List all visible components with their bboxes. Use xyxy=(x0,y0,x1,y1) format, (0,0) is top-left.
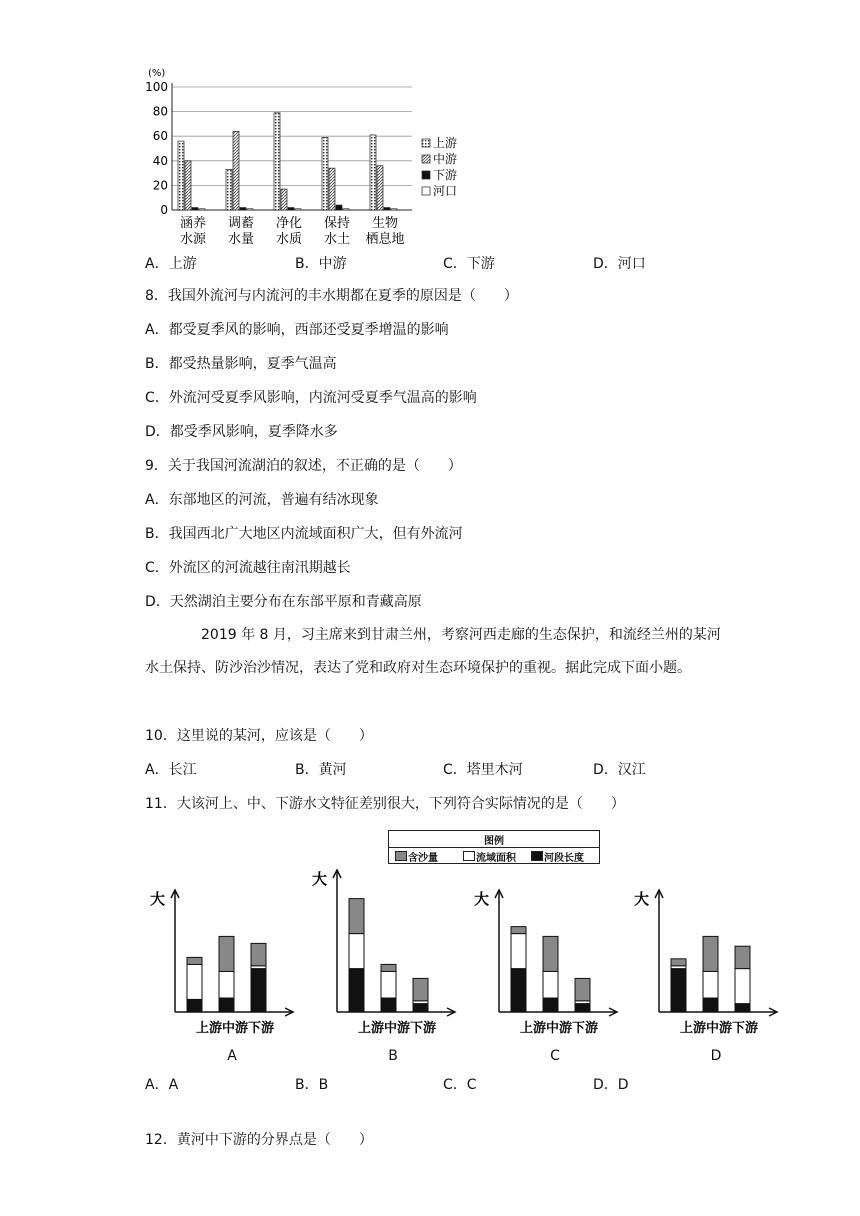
q11-chart-d xyxy=(634,880,784,1040)
legend-label-basin-area: 流域面积 xyxy=(476,853,516,864)
q11-chart-x-label: 上游中游下游 xyxy=(679,1021,759,1036)
q11-bar-length xyxy=(703,998,718,1012)
q11-bar-sediment xyxy=(575,978,590,1000)
q11-chart-y-label: 大 xyxy=(312,870,328,888)
top-chart-ytick-label: 20 xyxy=(152,178,168,193)
top-chart-category-label: 调蓄 xyxy=(227,216,255,231)
q11-bar-sediment xyxy=(187,957,202,964)
q11-bar-sediment xyxy=(671,959,686,966)
top-chart-bar-midstream xyxy=(329,168,335,210)
q9-option-b: B．我国西北广大地区内流域面积广大，但有外流河 xyxy=(145,526,463,542)
q8-option-a: A．都受夏季风的影响，西部还受夏季增温的影响 xyxy=(145,322,449,338)
q11-panel-label-a: A xyxy=(227,1048,237,1064)
top-chart-bar-midstream xyxy=(281,189,287,210)
top-chart-legend-label-midstream: 中游 xyxy=(433,152,458,166)
q11-panel-label-d: D xyxy=(710,1048,722,1064)
q11-bar-basin-area xyxy=(381,971,396,998)
top-chart-category-label: 栖息地 xyxy=(365,232,405,247)
top-chart-ytick-label: 40 xyxy=(152,153,168,168)
q11-bar-basin-area xyxy=(511,934,526,969)
q8-option-c: C．外流河受夏季风影响，内流河受夏季气温高的影响 xyxy=(145,390,477,406)
q11-bar-basin-area xyxy=(703,971,718,998)
q11-legend xyxy=(388,830,600,864)
top-chart-bar-estuary xyxy=(295,209,301,210)
q10-option-d: D．汉江 xyxy=(593,762,646,778)
q11-bar-length xyxy=(671,969,686,1012)
top-chart-ytick-label: 60 xyxy=(152,129,168,144)
q11-bar-length xyxy=(381,998,396,1012)
q11-chart-y-label: 大 xyxy=(474,890,490,908)
top-chart-category-label: 水质 xyxy=(275,232,303,247)
q11-chart-x-label: 上游中游下游 xyxy=(357,1021,437,1036)
reading-passage-text: 2019 年 8 月，习主席来到甘肃兰州，考察河西走廊的生态保护，和流经兰州的某河水土保持、防沙治沙情况，表达了党和政府对生态环境保护的重视。据此完成下面小题。 xyxy=(145,627,721,676)
top-chart-bar-downstream xyxy=(384,208,390,210)
q9-option-a: A．东部地区的河流，普遍有结冰现象 xyxy=(145,492,379,508)
q7-option-a: A．上游 xyxy=(145,256,197,272)
q11-bar-length xyxy=(219,998,234,1012)
top-chart-legend-swatch-downstream xyxy=(422,171,430,179)
q11-chart-a xyxy=(150,880,300,1040)
q11-bar-sediment xyxy=(413,978,428,1000)
q11-bar-length xyxy=(349,969,364,1012)
q9-option-d: D．天然湖泊主要分布在东部平原和青藏高原 xyxy=(145,594,422,610)
top-chart-category-label: 水量 xyxy=(227,232,255,247)
q11-bar-basin-area xyxy=(219,971,234,998)
q11-option-d: D．D xyxy=(593,1077,629,1093)
top-chart-bar-upstream xyxy=(370,135,376,210)
q11-legend-title: 图例 xyxy=(484,836,504,847)
q12-stem: 12．黄河中下游的分界点是（ ） xyxy=(145,1132,373,1148)
top-chart-category-label: 水源 xyxy=(179,232,207,247)
legend-swatch-length xyxy=(531,851,543,861)
q11-option-a: A．A xyxy=(145,1077,179,1093)
q11-option-b: B．B xyxy=(295,1077,329,1093)
top-chart-legend-label-upstream: 上游 xyxy=(433,136,458,150)
q11-legend-divider xyxy=(389,847,599,848)
top-chart-bar-downstream xyxy=(240,208,246,210)
q11-bar-length xyxy=(511,969,526,1012)
top-chart-legend-swatch-upstream xyxy=(422,139,430,147)
q7-option-b: B．中游 xyxy=(295,256,347,272)
top-chart-bar-upstream xyxy=(274,113,280,210)
q10-option-c: C．塔里木河 xyxy=(443,762,523,778)
q11-bar-basin-area xyxy=(543,971,558,998)
q11-bar-sediment xyxy=(543,936,558,971)
top-chart-bar-downstream xyxy=(288,208,294,210)
q11-bar-sediment xyxy=(703,936,718,971)
q11-bar-length xyxy=(543,998,558,1012)
top-chart-category-label: 生物 xyxy=(371,216,399,231)
q11-panel-label-b: B xyxy=(388,1048,398,1064)
q11-bar-sediment xyxy=(511,927,526,934)
q8-stem: 8．我国外流河与内流河的丰水期都在夏季的原因是（ ） xyxy=(145,288,518,304)
q11-chart-b xyxy=(312,860,462,1040)
q11-bar-basin-area xyxy=(187,964,202,999)
q7-option-c: C．下游 xyxy=(443,256,495,272)
q7-option-d: D．河口 xyxy=(593,256,646,272)
top-chart-category-label: 保持 xyxy=(323,216,351,231)
q11-bar-sediment xyxy=(251,943,266,965)
q9-option-c: C．外流区的河流越往南汛期越长 xyxy=(145,560,351,576)
q8-option-b: B．都受热量影响，夏季气温高 xyxy=(145,356,337,372)
q11-option-c: C．C xyxy=(443,1077,477,1093)
q11-chart-y-label: 大 xyxy=(634,890,650,908)
reading-passage xyxy=(145,619,725,685)
top-chart-category-label: 涵养 xyxy=(179,216,207,231)
top-chart-bar-midstream xyxy=(377,166,383,210)
q9-stem: 9．关于我国河流湖泊的叙述，不正确的是（ ） xyxy=(145,458,462,474)
top-chart-legend-swatch-estuary xyxy=(422,187,430,195)
top-chart-category-label: 水土 xyxy=(323,232,351,247)
top-chart-bar-upstream xyxy=(178,141,184,210)
q11-bar-sediment xyxy=(219,936,234,971)
q11-panel-label-c: C xyxy=(550,1048,560,1064)
q10-option-b: B．黄河 xyxy=(295,762,347,778)
q11-bar-length xyxy=(187,999,202,1012)
q10-option-a: A．长江 xyxy=(145,762,197,778)
q11-stem: 11．大该河上、中、下游水文特征差别很大，下列符合实际情况的是（ ） xyxy=(145,796,625,812)
q11-bar-basin-area xyxy=(735,969,750,1004)
top-chart-ytick-label: 100 xyxy=(145,80,168,94)
q11-bar-basin-area xyxy=(349,934,364,969)
q11-bar-sediment xyxy=(349,899,364,934)
q11-bar-sediment xyxy=(381,964,396,971)
q11-bar-length xyxy=(251,969,266,1012)
top-chart-bar-estuary xyxy=(199,209,205,210)
top-chart-bar-upstream xyxy=(226,169,232,210)
top-chart-legend-label-estuary: 河口 xyxy=(433,184,458,198)
q11-chart-x-label: 上游中游下游 xyxy=(519,1021,599,1036)
q11-bar-sediment xyxy=(735,946,750,968)
q11-bar-length xyxy=(575,1004,590,1012)
q11-chart-c xyxy=(474,880,624,1040)
top-chart-ytick-label: 0 xyxy=(160,203,168,217)
q10-stem: 10．这里说的某河，应该是（ ） xyxy=(145,728,373,744)
q11-bar-length xyxy=(413,1004,428,1012)
top-chart-legend-label-downstream: 下游 xyxy=(433,168,458,182)
top-chart-bar-estuary xyxy=(391,209,397,210)
q11-chart-x-label: 上游中游下游 xyxy=(195,1021,275,1036)
legend-swatch-basin-area xyxy=(463,851,475,861)
top-chart-ytick-label: 80 xyxy=(152,104,168,119)
top-chart-legend-swatch-midstream xyxy=(422,155,430,163)
top-chart-bar-midstream xyxy=(233,131,239,210)
q11-bar-length xyxy=(735,1004,750,1012)
top-chart-bar-downstream xyxy=(336,205,342,210)
top-bar-chart xyxy=(140,62,480,252)
q8-option-d: D．都受季风影响，夏季降水多 xyxy=(145,424,338,440)
top-chart-bar-estuary xyxy=(343,209,349,210)
top-chart-bar-downstream xyxy=(192,208,198,210)
top-chart-bar-upstream xyxy=(322,137,328,210)
legend-label-length: 河段长度 xyxy=(544,853,584,864)
top-chart-bar-estuary xyxy=(247,209,253,210)
q11-chart-y-label: 大 xyxy=(150,890,166,908)
top-chart-category-label: 净化 xyxy=(275,216,303,231)
top-chart-unit-label: (%) xyxy=(148,68,166,79)
top-chart-bar-midstream xyxy=(185,161,191,210)
legend-label-sediment: 含沙量 xyxy=(408,853,438,864)
